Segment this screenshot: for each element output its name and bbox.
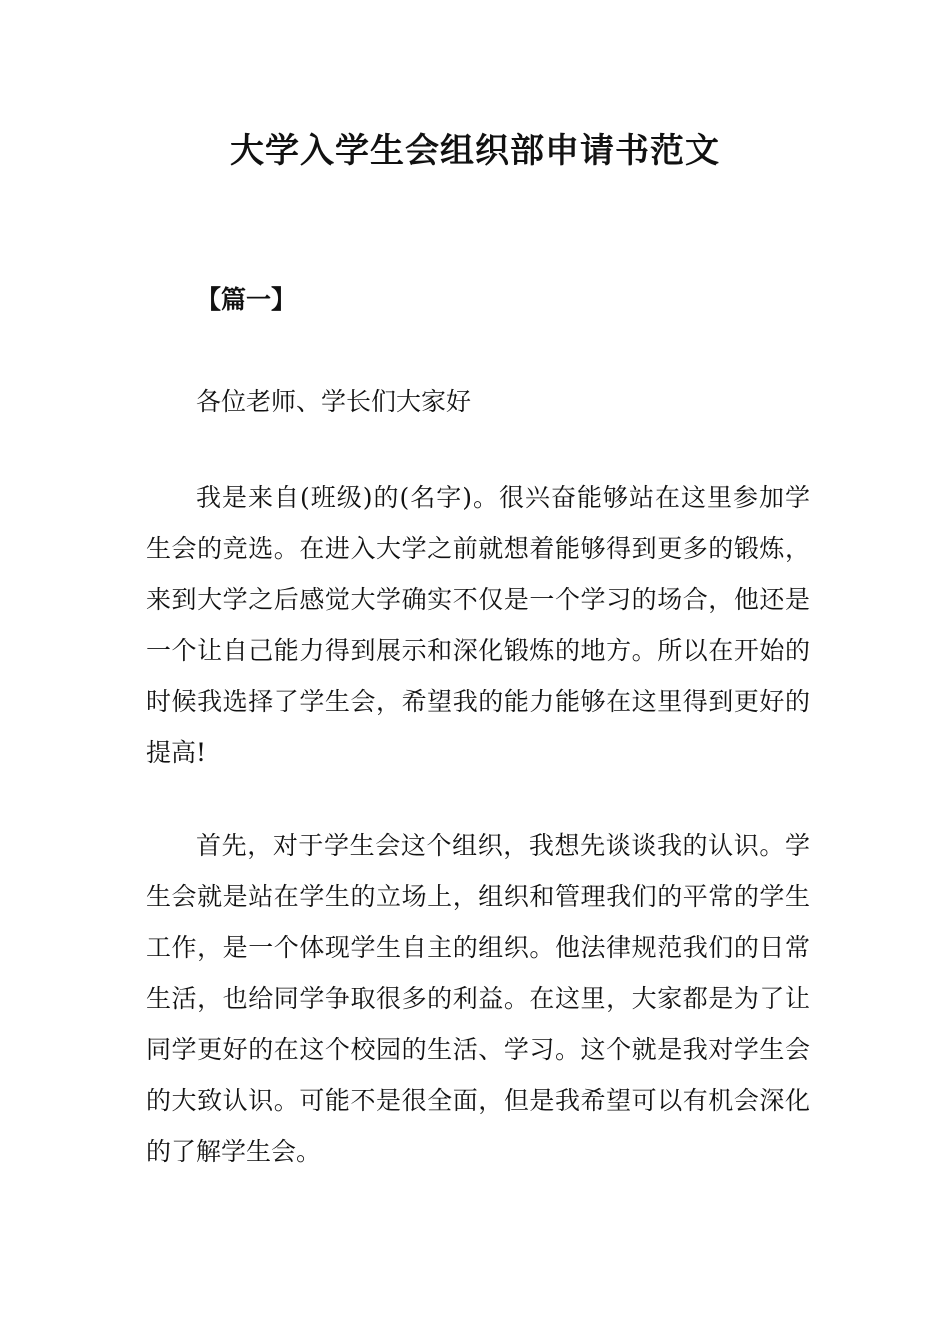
- body-paragraph-2: 首先，对于学生会这个组织，我想先谈谈我的认识。学生会就是站在学生的立场上，组织和管理我们的平常的学生工作，是一个体现学生自主的组织。他法律规范我们的日常生活，也给同学争取很多的利益。在这里，大家都是为了让同学更好的在这个校园的生活、学习。这个就是我对学生会的大致认识。可能不是很全面，但是我希望可以有机会深化的了解学生会。: [146, 831, 810, 1166]
- section-label: 【篇一】: [196, 285, 297, 314]
- body-paragraph-1: 我是来自(班级)的(名字)。很兴奋能够站在这里参加学生会的竞选。在进入大学之前就想着能够得到更多的锻炼，来到大学之后感觉大学确实不仅是一个学习的场合，他还是一个让自己能力得到展示和深化锻炼的地方。所以在开始的时候我选择了学生会，希望我的能力能够在这里得到更好的提高!: [146, 483, 810, 767]
- document-title: 大学入学生会组织部申请书范文: [230, 131, 720, 171]
- greeting-line: 各位老师、学长们大家好: [196, 387, 472, 416]
